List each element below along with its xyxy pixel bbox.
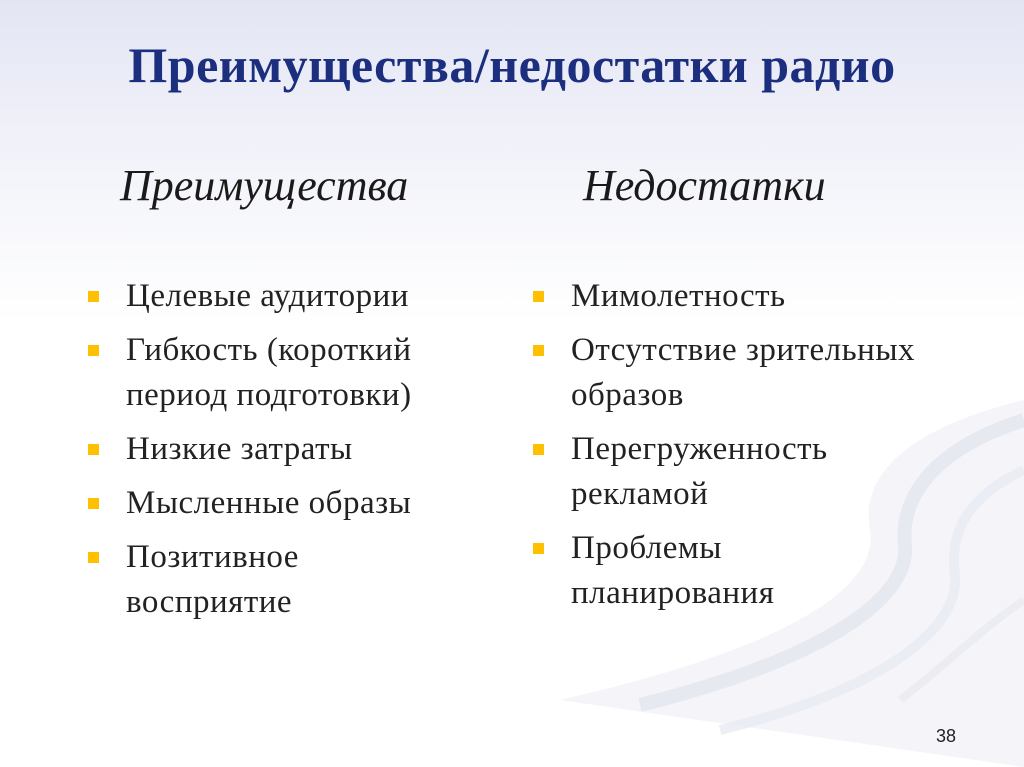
cons-item: [533, 526, 973, 616]
cons-item: [533, 427, 973, 517]
cons-item-text: Перегруженность: [571, 431, 828, 467]
pros-item: [88, 328, 488, 418]
page-number: 38: [936, 726, 957, 746]
bullet-square-icon: [88, 345, 99, 356]
pros-item: [88, 427, 488, 472]
cons-heading: Недостатки: [583, 161, 826, 210]
pros-item-text: Низкие затраты: [126, 431, 353, 467]
bullet-square-icon: [88, 552, 99, 563]
pros-heading: Преимущества: [120, 161, 409, 210]
pros-item-text-cont: период подготовки): [126, 377, 412, 413]
cons-item-text: Мимолетность: [571, 278, 786, 314]
pros-item: [88, 535, 488, 625]
pros-item-text: Позитивное: [126, 539, 299, 575]
pros-item-text: Целевые аудитории: [126, 278, 409, 314]
bullet-square-icon: [88, 498, 99, 509]
pros-item: [88, 274, 488, 319]
pros-item-text: Гибкость (короткий: [126, 332, 412, 368]
cons-list: [533, 274, 973, 625]
bullet-square-icon: [533, 291, 544, 302]
bullet-square-icon: [88, 444, 99, 455]
cons-item-text-cont: рекламой: [571, 476, 709, 512]
bullet-square-icon: [533, 444, 544, 455]
slide-title: Преимущества/недостатки радио: [128, 37, 896, 93]
cons-item-text-cont: образов: [571, 377, 684, 413]
cons-item: [533, 274, 973, 319]
pros-item-text-cont: восприятие: [126, 584, 293, 620]
bullet-square-icon: [533, 345, 544, 356]
cons-item-text-cont: планирования: [571, 575, 775, 611]
bullet-square-icon: [533, 543, 544, 554]
bullet-square-icon: [88, 291, 99, 302]
pros-item-text: Мысленные образы: [126, 485, 412, 521]
cons-item-text: Отсутствие зрительных: [571, 332, 916, 368]
pros-list: [88, 274, 488, 634]
pros-item: [88, 481, 488, 526]
cons-item: [533, 328, 973, 418]
cons-item-text: Проблемы: [571, 530, 722, 566]
